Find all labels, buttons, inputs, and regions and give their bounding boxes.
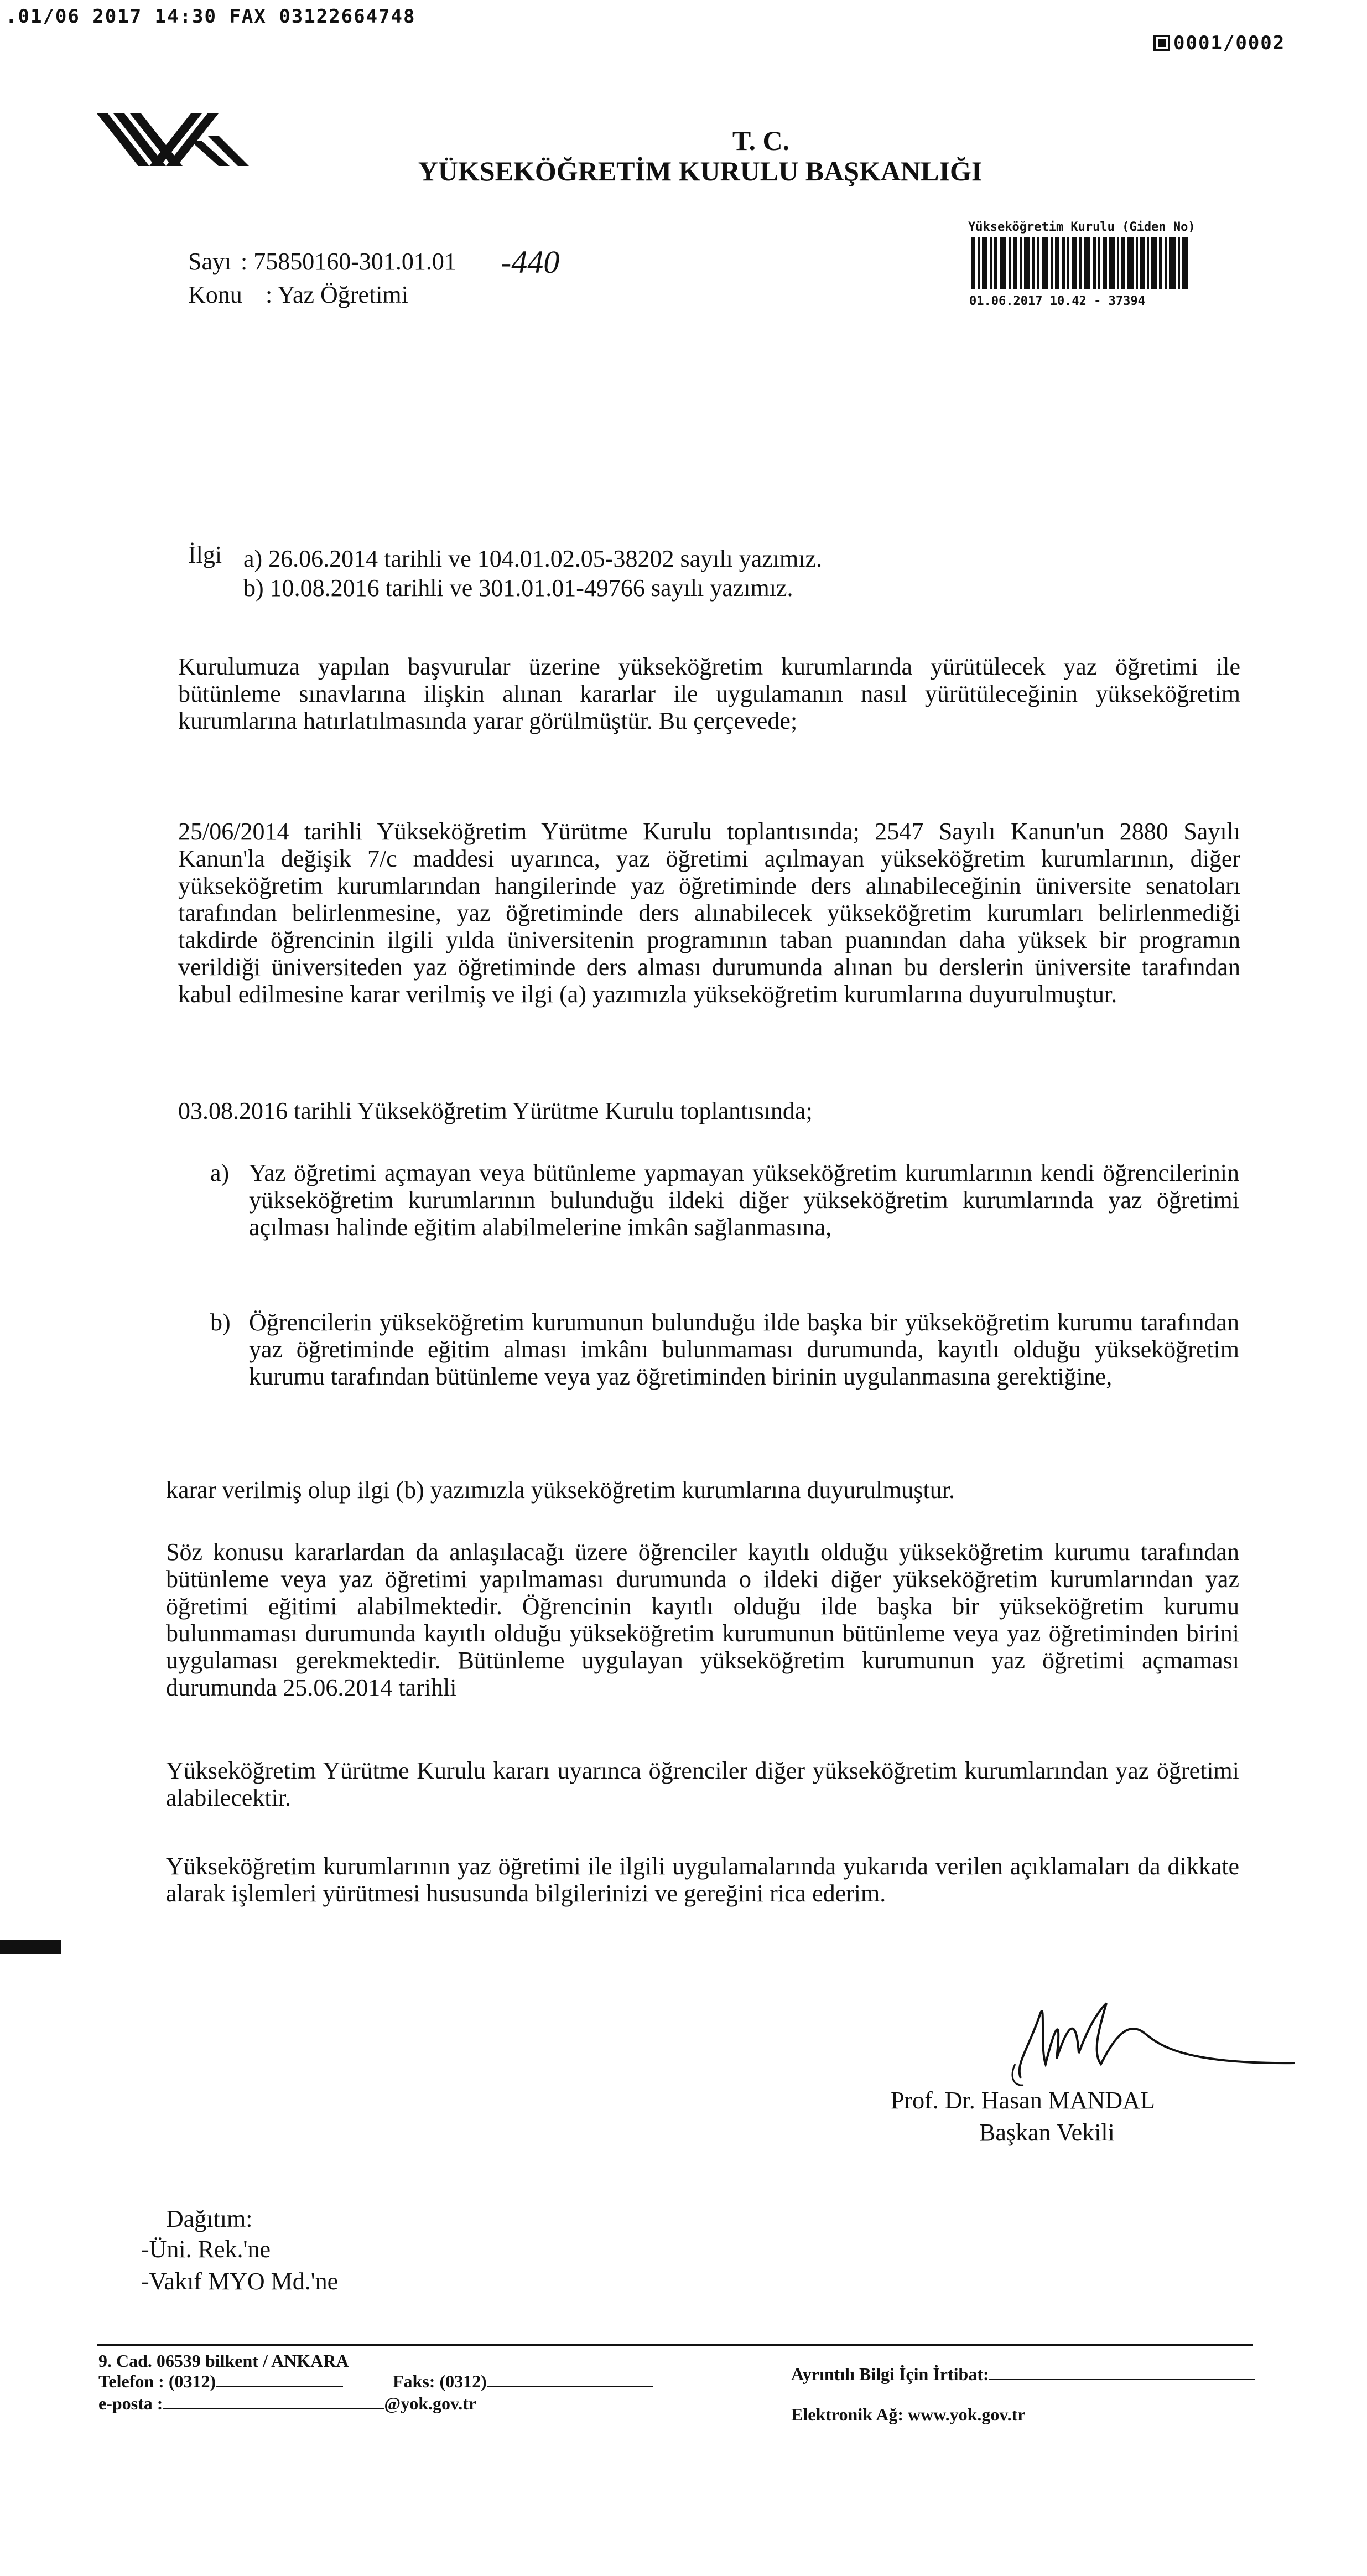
paragraph-2: 25/06/2014 tarihli Yükseköğretim Yürütme Kurulu toplantısında; 2547 Sayılı Kanun'un 2880 Sayılı Kanun'la değişik 7/c maddesi uyarınca, yaz öğretimi açılmayan yükseköğretim kurumlarının, diğer yükseköğretim kurumlarından hangilerinde yaz öğretiminde ders alınabileceğinin üniversite senatoları tarafından belirlenmesine, yaz öğretiminde ders alınabilecek yükseköğretim kurumları belirlenmediği takdirde öğrencinin ilgili yılda üniversitenin programının taban puanından daha yüksek bir programın verildiği üniversiteden yaz öğretiminde ders alması durumunda alınan bu derslerin üniversite tarafından kabul edilmesine karar verilmiş ve ilgi (a) yazımızla yükseköğretim kurumlarına duyurulmuştur. xyxy=(178,818,1240,1008)
item-b-text: Öğrencilerin yükseköğretim kurumunun bulunduğu ilde başka bir yükseköğretim kurumu tarafından yaz öğretiminde eğitim alması imkânı bulunmaması durumunda, kayıtlı olduğu yükseköğretim kurumu tarafından bütünleme veya yaz öğretiminden birinin uygulanmasına gerektiğine, xyxy=(249,1309,1239,1390)
paragraph-4: karar verilmiş olup ilgi (b) yazımızla yükseköğretim kurumlarına duyurulmuştur. xyxy=(166,1476,955,1504)
signatory-title: Başkan Vekili xyxy=(979,2119,1115,2146)
item-a-label: a) xyxy=(210,1159,230,1186)
konu-label: Konu xyxy=(188,281,242,308)
distribution-item: -Vakıf MYO Md.'ne xyxy=(141,2268,339,2295)
fax-page-icon xyxy=(1153,35,1170,51)
footer-eposta: e-posta : @yok.gov.tr xyxy=(98,2393,477,2413)
paragraph-1: Kurulumuza yapılan başvurular üzerine yükseköğretim kurumlarında yürütülecek yaz öğretimi ile bütünleme sınavlarına ilişkin alınan kararlar ile uygulamanın nasıl yürütüleceğinin yükseköğretim kurumlarına hatırlatılmasında yarar görülmüştür. Bu çerçevede; xyxy=(178,653,1240,734)
margin-mark xyxy=(0,1940,61,1954)
barcode xyxy=(971,237,1189,289)
paragraph-3: 03.08.2016 tarihli Yükseköğretim Yürütme Kurulu toplantısında; xyxy=(178,1097,813,1124)
sayi-value: : 75850160-301.01.01 xyxy=(241,248,456,275)
barcode-bottom-label: 01.06.2017 10.42 - 37394 xyxy=(969,294,1145,308)
distribution-label: Dağıtım: xyxy=(166,2205,253,2232)
letterhead-tc: T. C. xyxy=(732,125,790,156)
signatory-name: Prof. Dr. Hasan MANDAL xyxy=(891,2087,1155,2114)
footer-bilgi: Ayrıntılı Bilgi İçin İrtibat: xyxy=(791,2364,1255,2385)
footer-faks: Faks: (0312) xyxy=(393,2371,653,2392)
footer-address: 9. Cad. 06539 bilkent / ANKARA xyxy=(98,2351,349,2371)
paragraph-5: Söz konusu kararlardan da anlaşılacağı üzere öğrenciler kayıtlı olduğu yükseköğretim kurumu tarafından bütünleme veya yaz öğretimi yapılmaması durumunda o ildeki diğer yükseköğretim kurumlarından yaz öğretimi eğitimi alabilmektedir. Öğrencinin kayıtlı olduğu ilde başka bir yükseköğretim kurumu bulunmaması durumunda kayıtlı olduğu yükseköğretim kurumunun bütünleme veya yaz öğretiminden birini uygulaması gerekmektedir. Bütünleme uygulayan yükseköğretim kurumunun yaz öğretimi açmaması durumunda 25.06.2014 tarihli xyxy=(166,1538,1239,1701)
item-a-text: Yaz öğretimi açmayan veya bütünleme yapmayan yükseköğretim kurumlarının kendi öğrencilerinin yükseköğretim kurumlarının bulunduğu ildeki diğer yükseköğretim kurumlarında yaz öğretimi açılması halinde eğitim alabilmelerine imkân sağlanmasına, xyxy=(249,1159,1239,1241)
barcode-top-label: Yükseköğretim Kurulu (Giden No) xyxy=(968,220,1196,234)
paragraph-7: Yükseköğretim kurumlarının yaz öğretimi ile ilgili uygulamalarında yukarıda verilen açıklamaları da dikkate alarak işlemleri yürütmesi hususunda bilgilerinizi ve gereğini rica ederim. xyxy=(166,1853,1239,1907)
sayi-handwritten: -440 xyxy=(501,244,560,280)
handwritten-signature xyxy=(963,1981,1306,2097)
distribution-item: -Üni. Rek.'ne xyxy=(141,2236,271,2263)
ilgi-item-a: a) 26.06.2014 tarihli ve 104.01.02.05-38202 sayılı yazımız. xyxy=(243,545,823,572)
fax-page-counter xyxy=(1153,32,1285,54)
sayi-label: Sayı xyxy=(188,248,232,275)
footer-elektronik: Elektronik Ağ: www.yok.gov.tr xyxy=(791,2404,1026,2424)
footer-telefon: Telefon : (0312) xyxy=(98,2371,343,2392)
paragraph-6: Yükseköğretim Yürütme Kurulu kararı uyarınca öğrenciler diğer yükseköğretim kurumlarından yaz öğretimi alabilecektir. xyxy=(166,1757,1239,1811)
ilgi-label: İlgi xyxy=(188,541,222,568)
footer-rule xyxy=(97,2344,1253,2346)
item-b-label: b) xyxy=(210,1309,231,1336)
fax-page-number: 0001/0002 xyxy=(1173,32,1286,54)
konu-value: : Yaz Öğretimi xyxy=(266,281,408,308)
letterhead-title: YÜKSEKÖĞRETİM KURULU BAŞKANLIĞI xyxy=(418,156,983,186)
fax-header-datetime: .01/06 2017 14:30 FAX 03122664748 xyxy=(6,6,416,28)
ilgi-item-b: b) 10.08.2016 tarihli ve 301.01.01-49766 sayılı yazımız. xyxy=(243,574,793,602)
